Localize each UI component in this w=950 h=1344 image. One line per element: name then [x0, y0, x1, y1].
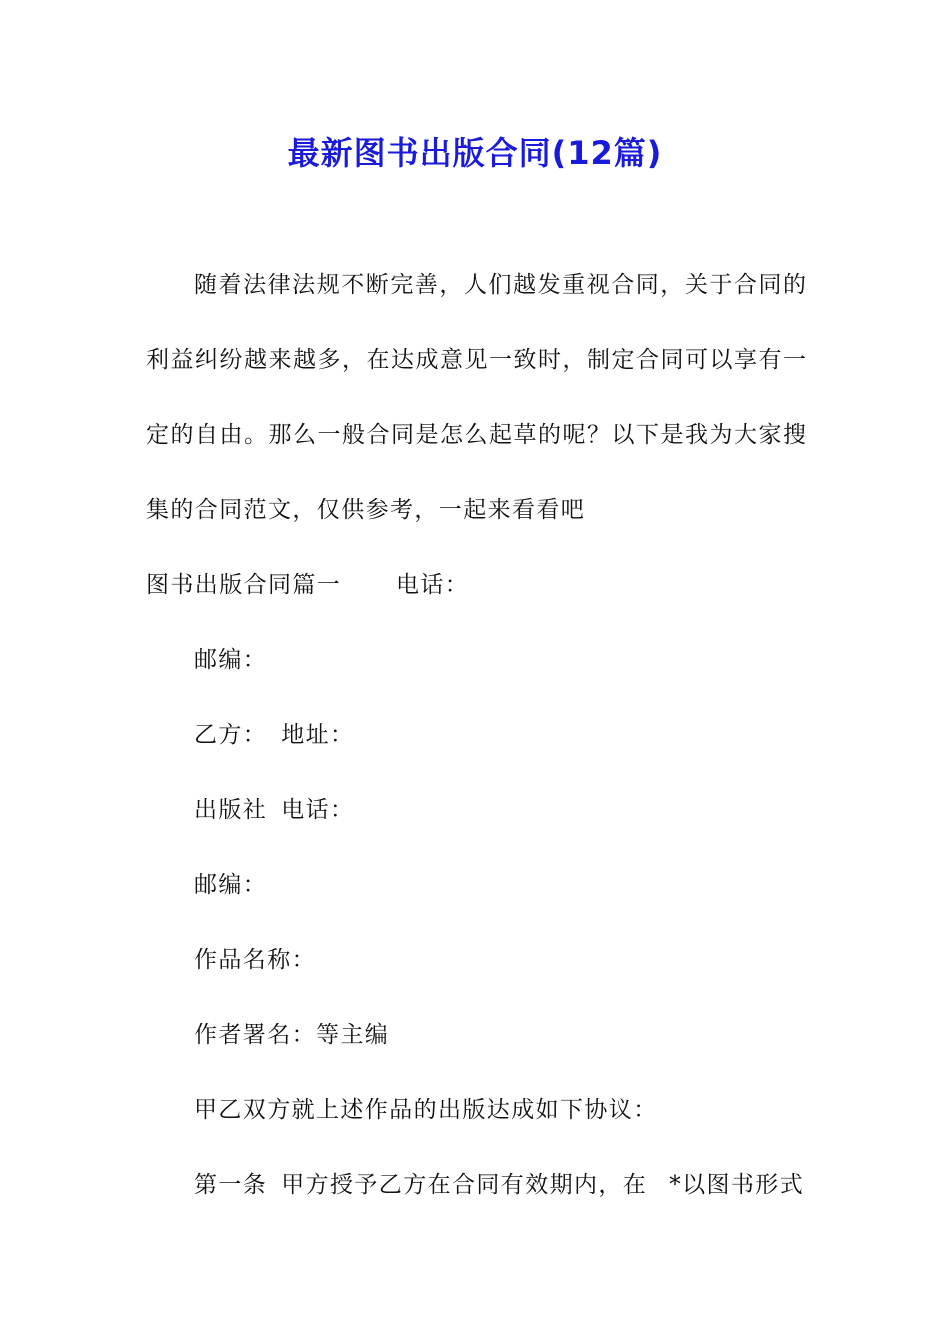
- publisher-label: 出版社: [194, 797, 268, 823]
- agreement-intro: 甲乙双方就上述作品的出版达成如下协议：: [194, 1097, 658, 1123]
- postcode-label-1: 邮编：: [194, 647, 268, 673]
- publisher-line: [194, 795, 806, 825]
- document-title: 最新图书出版合同(12篇): [287, 134, 663, 172]
- article-1-text: 甲方授予乙方在合同有效期内，在: [281, 1172, 648, 1198]
- intro-line-1: 随着法律法规不断完善，人们越发重视合同，关于合同的: [194, 272, 806, 298]
- party-b-label: 乙方：: [194, 722, 268, 748]
- intro-line-3: 定的自由。那么一般合同是怎么起草的呢？以下是我为大家搜: [146, 422, 806, 448]
- section-heading-line: [146, 570, 806, 600]
- section-heading: 图书出版合同篇一: [146, 572, 342, 598]
- intro-line-2: 利益纠纷越来越多，在达成意见一致时，制定合同可以享有一: [146, 347, 806, 373]
- author-label: 作者署名：等主编: [194, 1022, 390, 1048]
- party-b-line: [194, 720, 806, 750]
- article-1-line: [194, 1170, 806, 1200]
- address-label: 地址：: [281, 722, 355, 748]
- work-title-label: 作品名称：: [194, 947, 316, 973]
- postcode-label-2: 邮编：: [194, 872, 268, 898]
- article-1-number: 第一条: [194, 1172, 268, 1198]
- phone-label-2: 电话：: [281, 797, 355, 823]
- intro-line-4: 集的合同范文，仅供参考，一起来看看吧: [146, 497, 586, 523]
- article-1-tail: *以图书形式: [669, 1172, 805, 1198]
- phone-label-1: 电话：: [396, 572, 470, 598]
